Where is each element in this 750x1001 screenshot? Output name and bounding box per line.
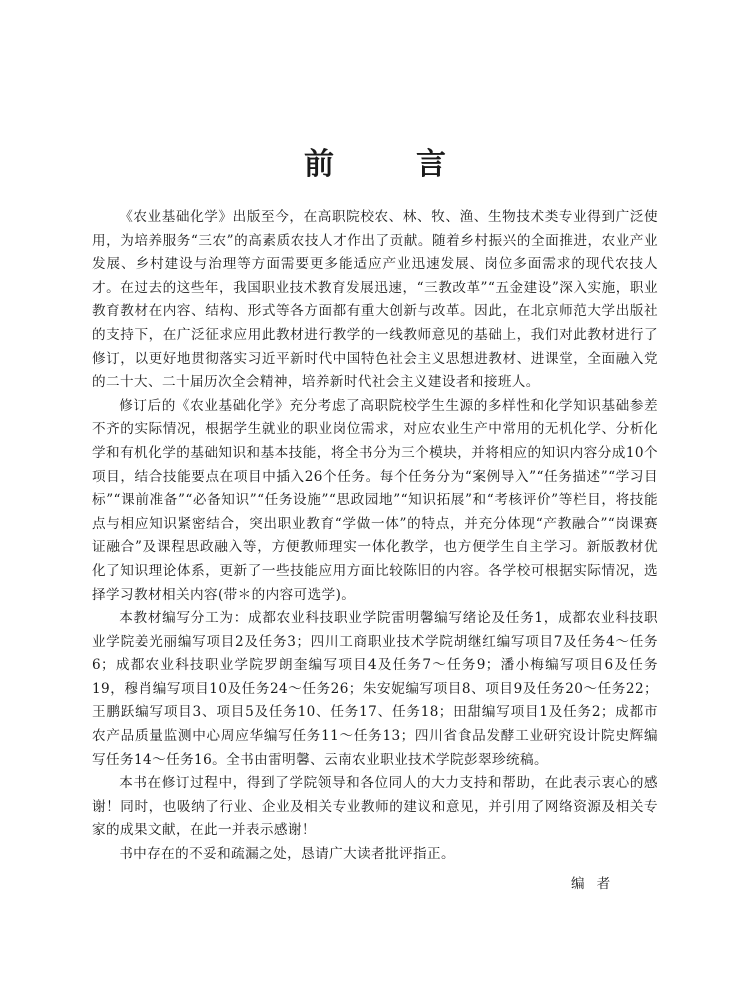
- paragraph-3: 本教材编写分工为：成都农业科技职业学院雷明馨编写绪论及任务1，成都农业科技职业学院姜光丽编写项目2及任务3；四川工商职业技术学院胡继红编写项目7及任务4～任务6；成都农业科技职业学院罗朗奎编写项目4及任务7～任务9；潘小梅编写项目6及任务19，穆肖编写项目10及任务24～任务26；朱安妮编写项目8、项目9及任务20～任务22；王鹏跃编写项目3、项目5及任务10、任务17、任务18；田甜编写项目1及任务2；成都市农产品质量监测中心周应华编写任务11～任务13；四川省食品发酵工业研究设计院史辉编写任务14～任务16。全书由雷明馨、云南农业职业技术学院彭翠珍统稿。: [92, 610, 658, 768]
- author-signature: 编者: [571, 876, 623, 892]
- title-char-2: 言: [416, 147, 446, 182]
- paragraph-2: 修订后的《农业基础化学》充分考虑了高职院校学生生源的多样性和化学知识基础参差不齐的实际情况，根据学生就业的职业岗位需求，对应农业生产中常用的无机化学、分析化学和有机化学的基础知识和基本技能，将全书分为三个模块，并将相应的知识内容分成10个项目，结合技能要点在项目中插入26个任务。每个任务分为“案例导入”“任务描述”“学习目标”“课前准备”“必备知识”“任务设施”“思政园地”“知识拓展”和“考核评价”等栏目，将技能点与相应知识紧密结合，突出职业教育“学做一体”的特点，并充分体现“产教融合”“岗课赛证融合”及课程思政融入等，方便教师理实一体化教学，也方便学生自主学习。新版教材优化了知识理论体系，更新了一些技能应用方面比较陈旧的内容。各学校可根据实际情况，选择学习教材相关内容(带＊的内容可选学)。: [92, 397, 658, 603]
- paragraph-5: 书中存在的不妥和疏漏之处，恳请广大读者批评指正。: [119, 846, 456, 863]
- page-title: [0, 143, 750, 187]
- preface-body: [92, 206, 658, 867]
- title-char-1: 前: [304, 147, 334, 182]
- paragraph-1: 《农业基础化学》出版至今，在高职院校农、林、牧、渔、生物技术类专业得到广泛使用，为培养服务“三农”的高素质农技人才作出了贡献。随着乡村振兴的全面推进，农业产业发展、乡村建设与治理等方面需要更多能适应产业迅速发展、岗位多面需求的现代农技人才。在过去的这些年，我国职业技术教育发展迅速，“三教改革”“五金建设”深入实施，职业教育教材在内容、结构、形式等各方面都有重大创新与改革。因此，在北京师范大学出版社的支持下，在广泛征求应用此教材进行教学的一线教师意见的基础上，我们对此教材进行了修订，以更好地贯彻落实习近平新时代中国特色社会主义思想进教材、进课堂，全面融入党的二十大、二十届历次全会精神，培养新时代社会主义建设者和接班人。: [92, 209, 658, 391]
- paragraph-4: 本书在修订过程中，得到了学院领导和各位同人的大力支持和帮助，在此表示衷心的感谢！同时，也吸纳了行业、企业及相关专业教师的建议和意见，并引用了网络资源及相关专家的成果文献，在此一并表示感谢！: [92, 775, 658, 839]
